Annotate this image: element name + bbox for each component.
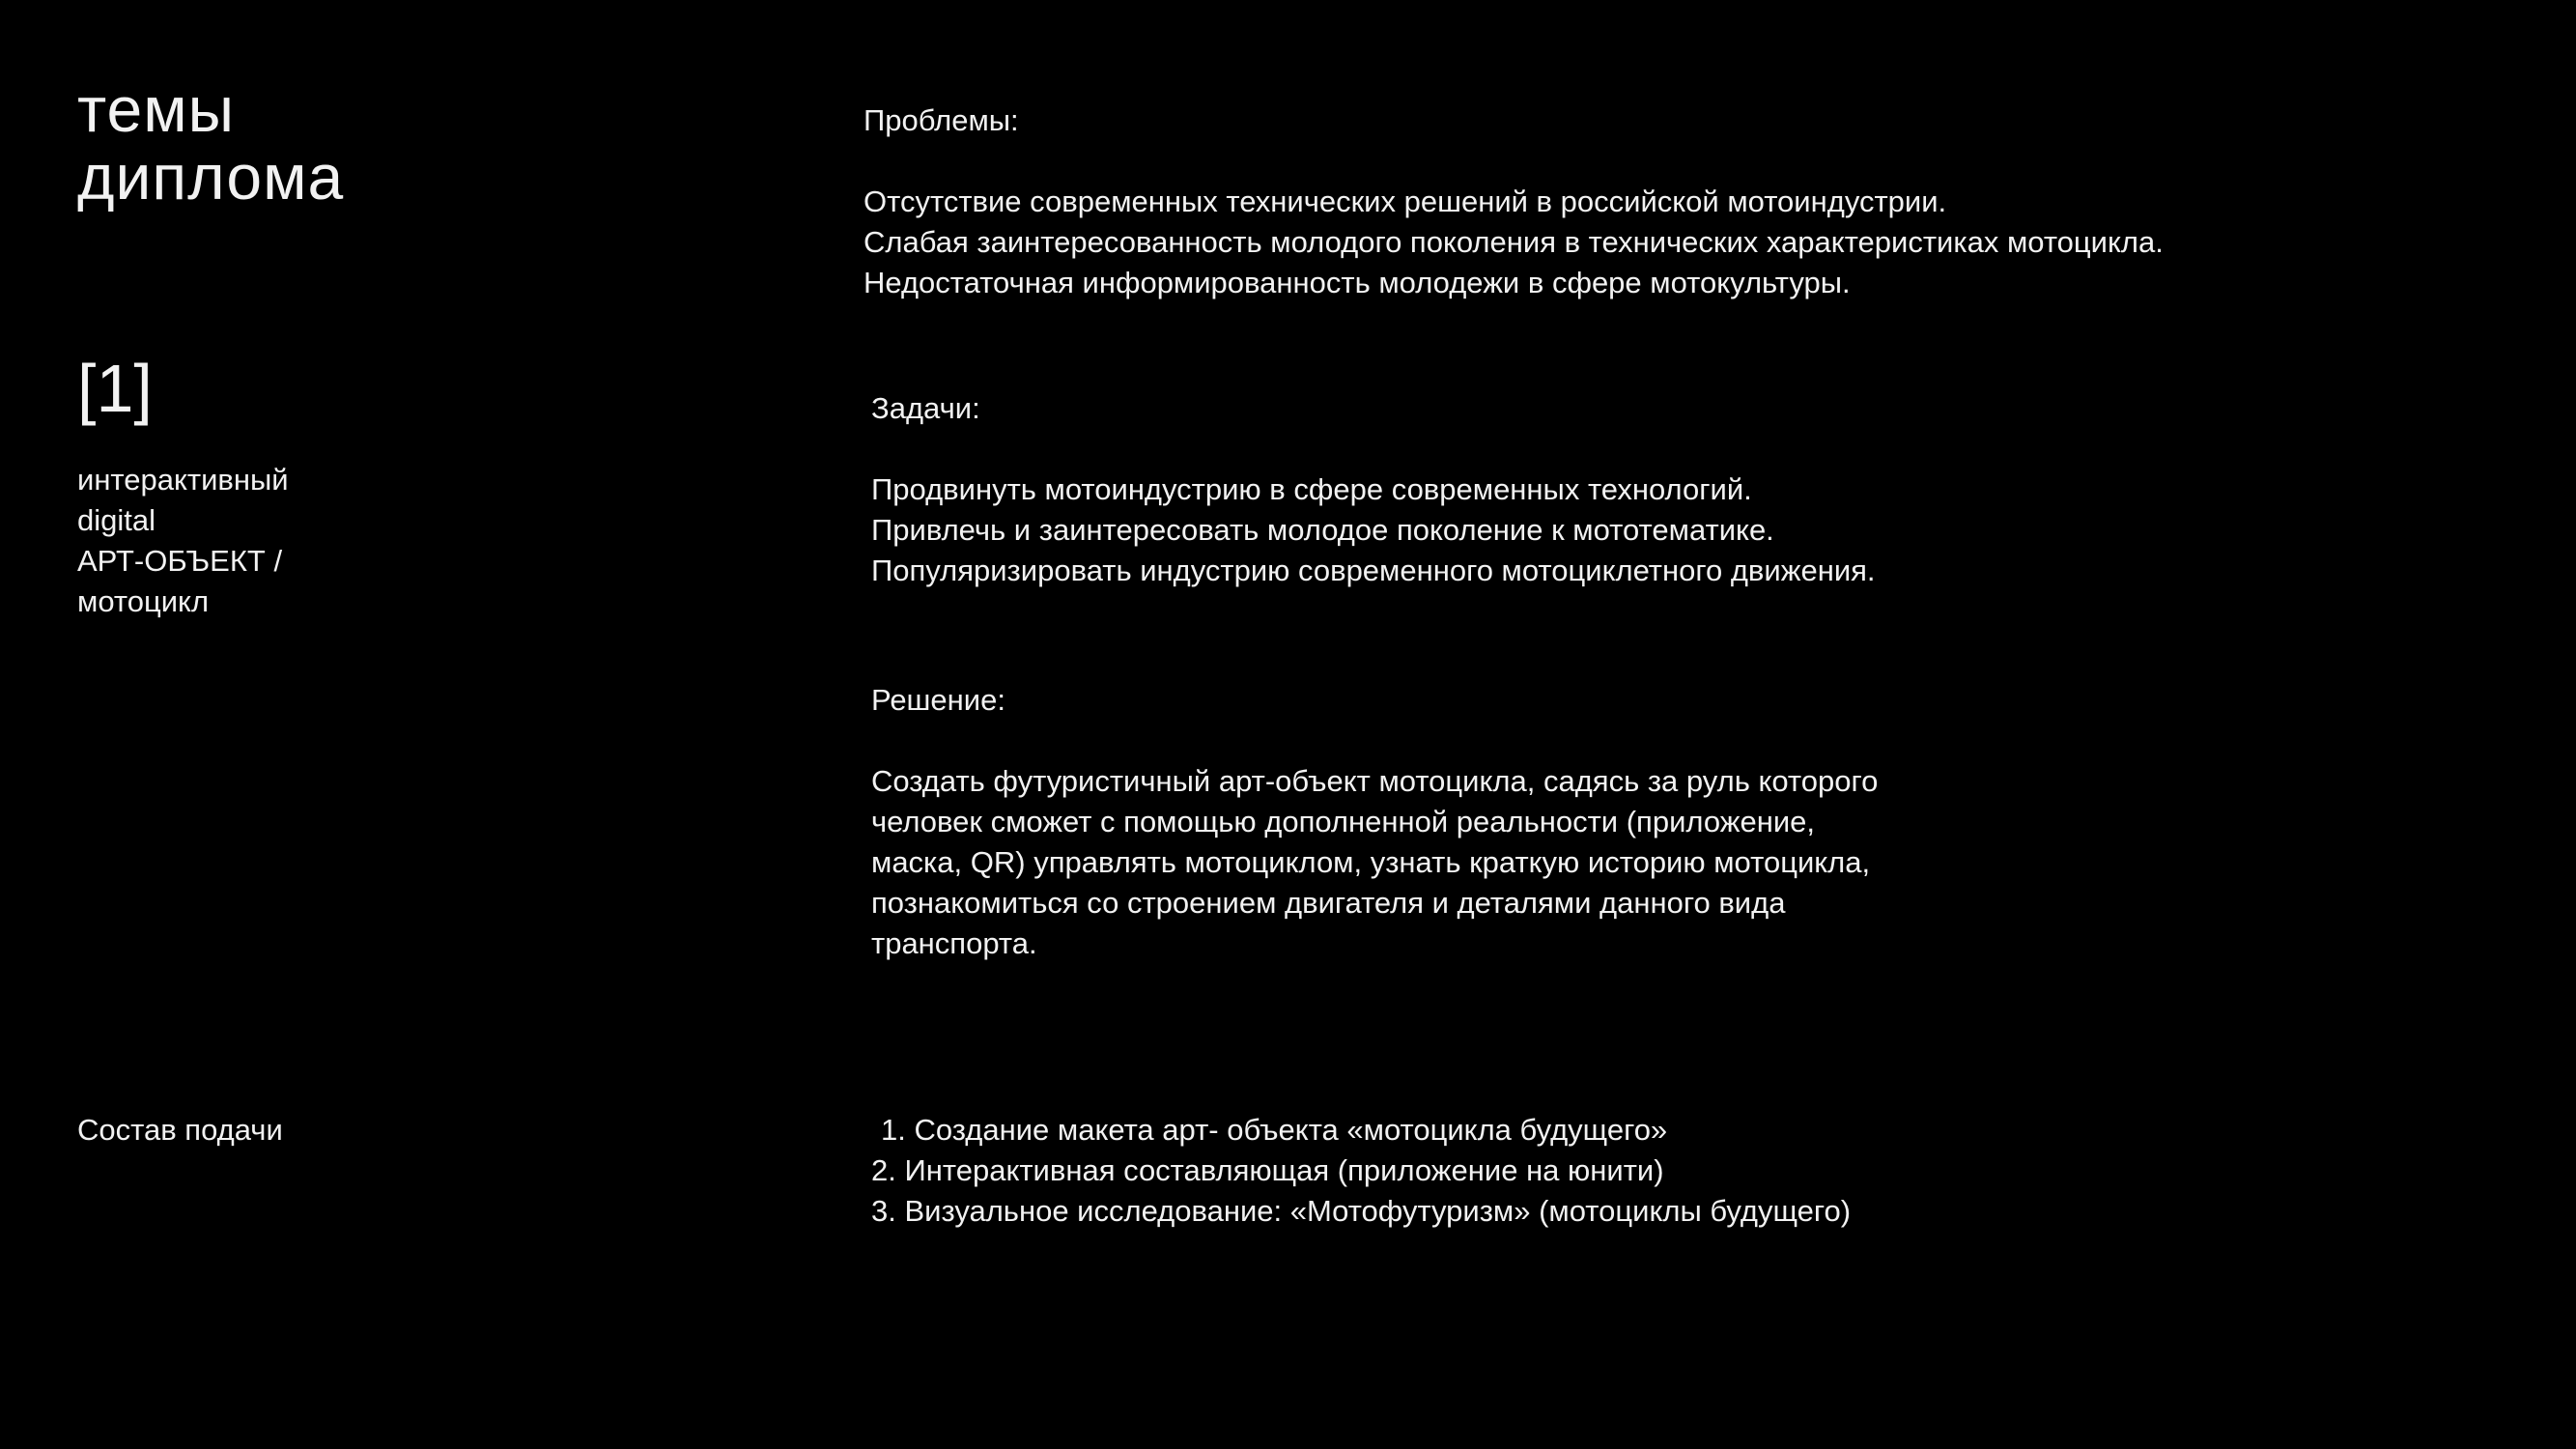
solution-heading: Решение:	[871, 683, 1005, 717]
topic-description-line: интерактивный	[77, 463, 289, 497]
problems-line: Слабая заинтересованность молодого поколения в технических характеристиках мотоцикла.	[863, 225, 2164, 259]
page-title	[77, 75, 753, 211]
submission-item: 3. Визуальное исследование: «Мотофутуризм» (мотоциклы будущего)	[871, 1194, 1852, 1228]
submission-list	[871, 1110, 2417, 1232]
solution-line: познакомиться со строением двигателя и деталями данного вида	[871, 886, 1786, 920]
tasks-line: Популяризировать индустрию современного мотоциклетного движения.	[871, 554, 1876, 587]
submission-item: 1. Создание макета арт- объекта «мотоцикла будущего»	[881, 1113, 1668, 1147]
submission-item: 2. Интерактивная составляющая (приложение на юнити)	[871, 1153, 1664, 1187]
solution-line: Создать футуристичный арт-объект мотоцикла, садясь за руль которого	[871, 764, 1879, 798]
solution-line: человек сможет с помощью дополненной реальности (приложение,	[871, 805, 1815, 838]
topic-description-line: АРТ-ОБЪЕКТ /	[77, 544, 283, 578]
tasks-line: Привлечь и заинтересовать молодое поколение к мототематике.	[871, 513, 1774, 547]
tasks-heading: Задачи:	[871, 391, 980, 425]
submission-label: Состав подачи	[77, 1113, 283, 1147]
page-title-line-1: темы	[77, 73, 236, 145]
solution-line: транспорта.	[871, 926, 1037, 960]
problems-section	[863, 100, 2576, 303]
topic-description	[77, 460, 560, 622]
topic-description-line: мотоцикл	[77, 584, 210, 618]
topic-number: [1]	[77, 351, 153, 426]
problems-heading: Проблемы:	[863, 103, 1019, 137]
solution-section	[871, 680, 2576, 964]
problems-line: Отсутствие современных технических решений в российской мотоиндустрии.	[863, 185, 1947, 218]
topic-description-line: digital	[77, 503, 156, 537]
tasks-line: Продвинуть мотоиндустрию в сфере современных технологий.	[871, 472, 1752, 506]
solution-line: маска, QR) управлять мотоциклом, узнать краткую историю мотоцикла,	[871, 845, 1871, 879]
page-title-line-2: диплома	[77, 141, 345, 213]
problems-line: Недостаточная информированность молодежи в сфере мотокультуры.	[863, 266, 1851, 299]
tasks-section	[871, 388, 2576, 591]
